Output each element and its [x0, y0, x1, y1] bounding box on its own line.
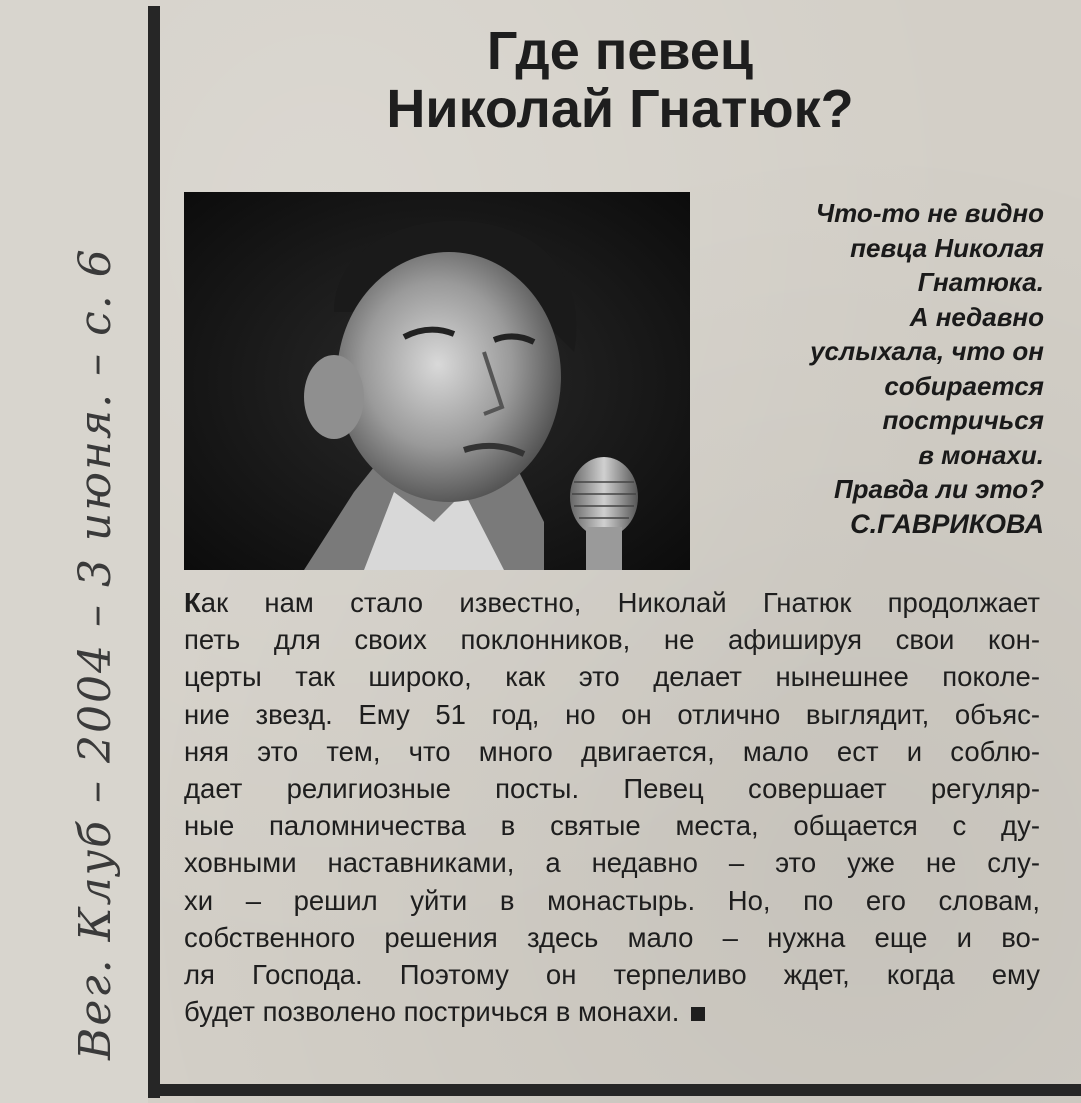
- lead-line: Что-то не видно: [815, 198, 1044, 228]
- body-line: хи – решил уйти в монастырь. Но, по его словам,: [184, 884, 1040, 916]
- lead-line: услыхала, что он: [810, 336, 1044, 366]
- end-of-article-square-icon: [691, 1007, 705, 1021]
- body-line-text: ак нам стало известно, Николай Гнатюк продолжает: [200, 587, 1040, 618]
- lead-line: певца Николая: [850, 232, 1044, 263]
- body-dropcap: К: [184, 587, 201, 618]
- body-line: ние звезд. Ему 51 год, но он отлично выглядит, объяс-: [184, 698, 1040, 730]
- headline-line-2: Николай Гнатюк?: [386, 79, 854, 139]
- headline-line-1: Где певец: [486, 21, 754, 81]
- body-line: ля Господа. Поэтому он терпеливо ждет, когда ему: [184, 959, 1040, 991]
- column-rule-bottom: [148, 1084, 1081, 1096]
- column-rule-left: [148, 6, 160, 1098]
- question-author: С.ГАВРИКОВА: [850, 508, 1044, 539]
- body-line-text: будет позволено постричься в монахи.: [184, 996, 680, 1028]
- lead-line: Правда ли это?: [833, 474, 1044, 504]
- body-line: церты так широко, как это делает нынешнее поколе-: [184, 661, 1040, 693]
- lead-line: постричься: [882, 405, 1044, 435]
- article-body: [184, 584, 1040, 1030]
- singer-photo: [184, 192, 690, 570]
- body-line: собственного решения здесь мало – нужна еще и во-: [184, 921, 1040, 953]
- body-line: петь для своих поклонников, не афишируя свои кон-: [184, 624, 1040, 656]
- body-line-last: [184, 993, 1040, 1030]
- body-line: ховными наставниками, а недавно – это уже не слу-: [184, 847, 1040, 879]
- handwritten-source-note: Вег. Клуб – 2004 – 3 июня. – с. 6: [70, 247, 121, 1060]
- body-line: [184, 584, 1040, 621]
- reader-question: [700, 196, 1044, 541]
- article-headline: [190, 22, 1050, 138]
- lead-line: А недавно: [909, 301, 1044, 332]
- body-line: ные паломничества в святые места, общается с ду-: [184, 810, 1040, 842]
- singer-photo-image: [184, 192, 690, 570]
- body-line: дает религиозные посты. Певец совершает регуляр-: [184, 773, 1040, 805]
- lead-line: Гнатюка.: [917, 267, 1044, 297]
- margin-strip: [0, 0, 148, 1103]
- body-line: няя это тем, что много двигается, мало ест и соблю-: [184, 735, 1040, 767]
- lead-line: в монахи.: [918, 439, 1044, 470]
- lead-line: собирается: [884, 370, 1044, 401]
